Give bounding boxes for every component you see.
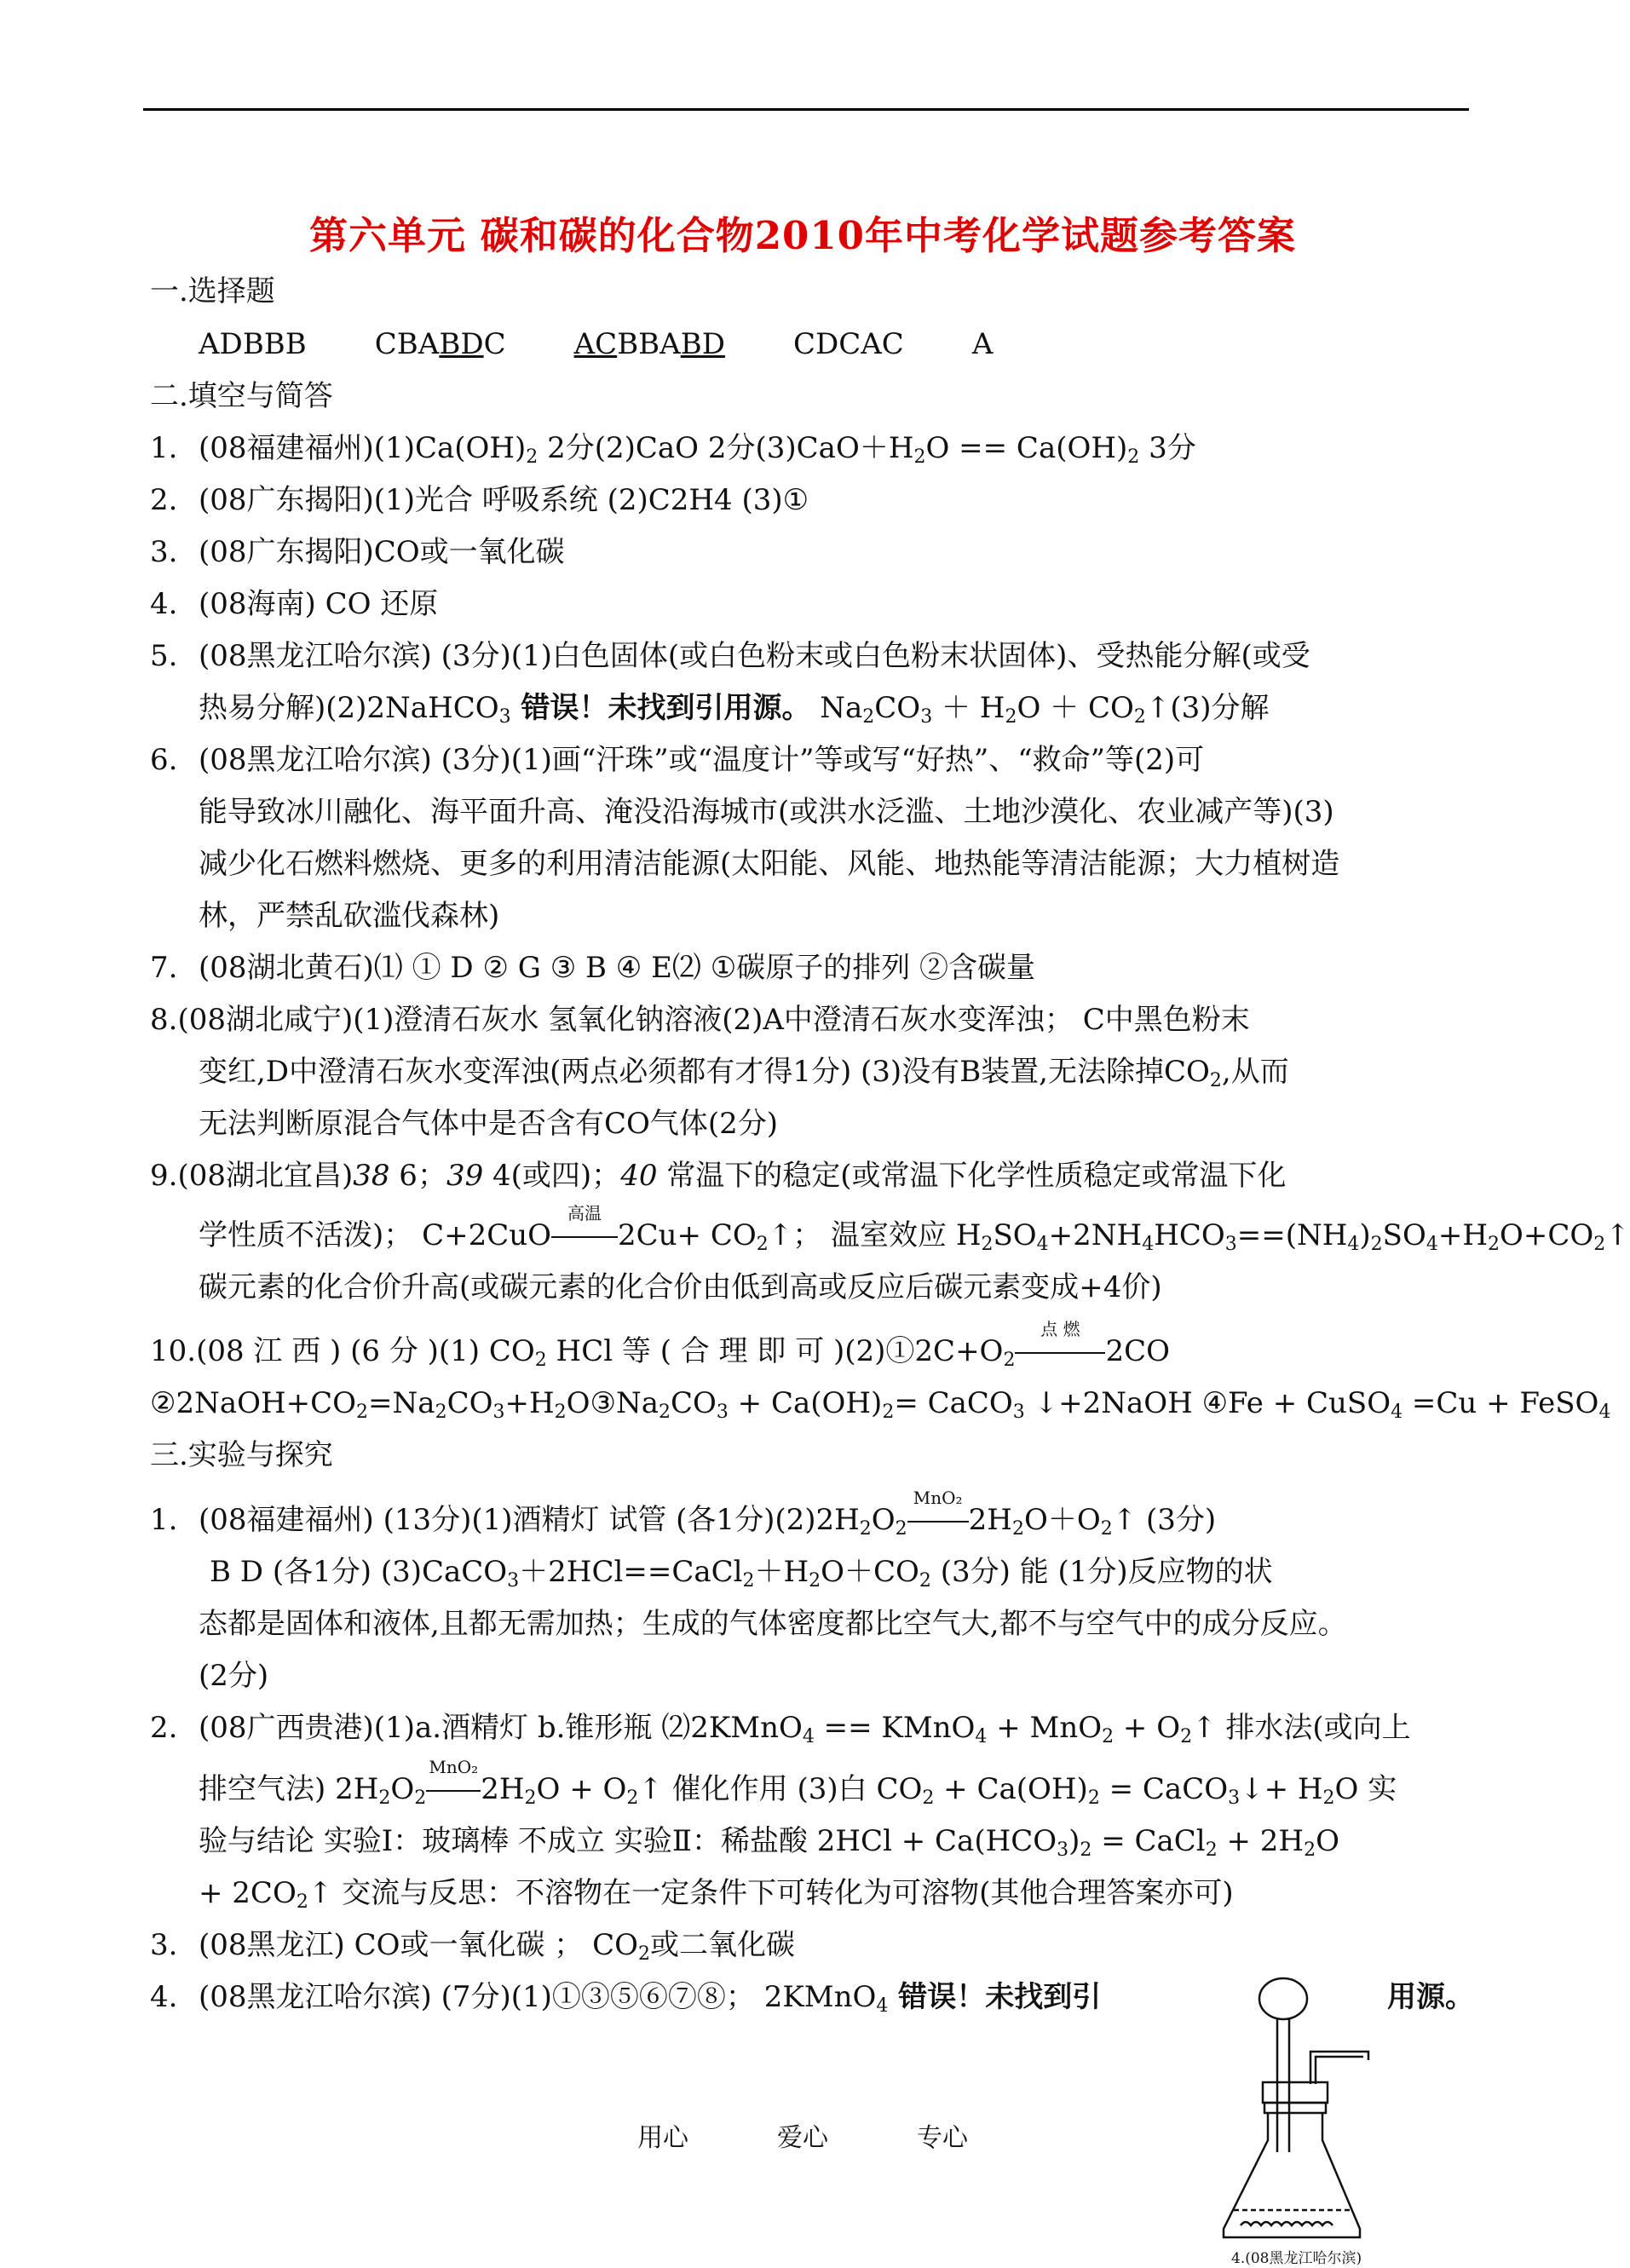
- footer-text: 爱心: [777, 2123, 828, 2153]
- answer-line: + $2CO_2↑$ 交流与反思：不溶物在一定条件下可转化为可溶物(其他合理答案亦可): [199, 1876, 1234, 1913]
- section-heading-1: 一.选择题: [150, 274, 275, 308]
- answer-line: 2. (08广西贵港)(1)a.酒精灯 b.锥形瓶 ⑵2KMnO$_4$ == KMnO$_4$ + $MnO_2 + O_2↑$ 排水法(或向上: [150, 1711, 1411, 1747]
- answer-line: 5. (08黑龙江哈尔滨) (3分)(1)白色固体(或白色粉末或白色粉末状固体)、受热能分解(或受: [150, 639, 1310, 673]
- answer-line: 7. (08湖北黄石)⑴ ① D ② G ③ B ④ E⑵ ①碳原子的排列 ②含碳量: [150, 951, 1036, 985]
- answer-line: 能导致冰川融化、海平面升高、淹没沿海城市(或洪水泛滥、土地沙漠化、农业减产等)(3): [199, 795, 1334, 829]
- section-heading-3: 三.实验与探究: [150, 1438, 333, 1472]
- answer-line: 1. (08福建福州) (13分)(1)酒精灯 试管 (各1分)$(2)2H_2O_2$ MnO₂ $2H_2O+O_2↑$ (3分): [150, 1488, 1217, 1540]
- footer-text: 专心: [917, 2123, 968, 2153]
- answer-line: 碳元素的化合价升高(或碳元素的化合价由低到高或反应后碳元素变成+4价): [199, 1270, 1162, 1304]
- answer-line-end: 用源。: [1387, 1980, 1474, 2014]
- choice-answers: ADBBB CBABDC ACBBABD CDCAC A: [199, 327, 994, 361]
- footer-text: 用心: [637, 2123, 688, 2153]
- answer-line: 减少化石燃料燃烧、更多的利用清洁能源(太阳能、风能、地热能等清洁能源；大力植树造: [199, 847, 1340, 881]
- answer-line: 无法判断原混合气体中是否含有CO气体(2分): [199, 1107, 779, 1141]
- answer-line: 3. (08广东揭阳)CO或一氧化碳: [150, 535, 565, 569]
- answer-line: 8.(08湖北咸宁)(1)澄清石灰水 氢氧化钠溶液(2)A中澄清石灰水变浑浊； C中黑色粉末: [150, 1003, 1250, 1037]
- flask-apparatus-figure: [1215, 1973, 1385, 2268]
- answer-line: 林，严禁乱砍滥伐森林): [199, 899, 500, 933]
- answer-line: 热易分解)(2)2NaHCO$_3$ 错误！未找到引用源。 $Na_2CO_3 + H_2O$ ＋ $CO_2↑(3)$分解: [199, 691, 1270, 728]
- figure-caption: 4.(08黑龙江哈尔滨): [1231, 2250, 1362, 2267]
- answer-line: 4. (08海南) CO 还原: [150, 587, 439, 621]
- answer-line: 学性质不活泼)； C+2CuO 高温 $2Cu+ CO_2↑$； 温室效应 $H_2SO_4+2NH_4HCO_3==(NH_4)_2SO_4+H_2O+CO_2↑$: [199, 1203, 1630, 1255]
- reaction-condition: MnO₂: [426, 1772, 481, 1806]
- answer-line: 排空气法) $2H_2O_2$ MnO₂ $2H_2O$ + $O_2↑$ 催化作用 (3)白 $CO_2 + Ca(OH)_2$ = CaCO$_3$↓+ $H_2O$ 实: [199, 1757, 1397, 1809]
- answer-line: 4. (08黑龙江哈尔滨) (7分)(1)①③⑤⑥⑦⑧； 2KMnO$_4$ 错误！未找到引: [150, 1980, 1102, 2017]
- header-rule: [143, 108, 1469, 111]
- answer-line: (2分): [199, 1659, 269, 1693]
- answer-line: 变红,D中澄清石灰水变浑浊(两点必须都有才得1分) (3)没有B装置,无法除掉$CO_2$,从而: [199, 1055, 1289, 1091]
- page-title: 第六单元 碳和碳的化合物2010年中考化学试题参考答案: [309, 213, 1296, 258]
- section-heading-2: 二.填空与简答: [150, 379, 333, 413]
- answer-line: 1. (08福建福州)$(1)Ca(OH)_2$ 2分(2)CaO 2分$(3)CaO+H_2O == Ca(OH)_2$ 3分: [150, 431, 1196, 468]
- answer-line: 9.(08湖北宜昌)38 6；39 4(或四)；40 常温下的稳定(或常温下化学性质稳定或常温下化: [150, 1159, 1287, 1193]
- answer-line: 10.(08 江 西 ) (6 分 )(1) $CO_2$ HCl 等 ( 合 理 即 可 )$(2)①2C+O_2$ 点 燃 2CO: [150, 1319, 1170, 1371]
- answer-line: 3. (08黑龙江) CO或一氧化碳 ； $CO_2$或二氧化碳: [150, 1928, 795, 1965]
- reaction-condition: MnO₂: [907, 1503, 969, 1537]
- answer-line: B D (各1分) $(3)CaCO_3+2HCl==CaCl_2+H_2O+CO_2$ (3分) 能 (1分)反应物的状: [210, 1555, 1273, 1592]
- answer-line: 2. (08广东揭阳)(1)光合 呼吸系统 (2)C2H4 (3)①: [150, 483, 809, 517]
- reaction-condition: 高温: [551, 1218, 618, 1252]
- answer-line: $②2NaOH+CO_2=Na_2CO_3+H_2O③Na_2CO_3 + Ca(OH)_2=$ CaCO$_3$ ↓+2NaOH ④Fe + CuSO$_4$ =Cu + FeSO$_4$: [150, 1386, 1611, 1423]
- answer-line: 6. (08黑龙江哈尔滨) (3分)(1)画“汗珠”或“温度计”等或写“好热”、“救命”等(2)可: [150, 743, 1205, 777]
- answer-line: 态都是固体和液体,且都无需加热；生成的气体密度都比空气大,都不与空气中的成分反应。: [199, 1607, 1347, 1641]
- answer-line: 验与结论 实验Ⅰ：玻璃棒 不成立 实验Ⅱ：稀盐酸 $2HCl + Ca(HCO_3)_2$ = CaCl$_2$ + $2H_2O$: [199, 1824, 1339, 1861]
- reaction-condition: 点 燃: [1015, 1334, 1105, 1368]
